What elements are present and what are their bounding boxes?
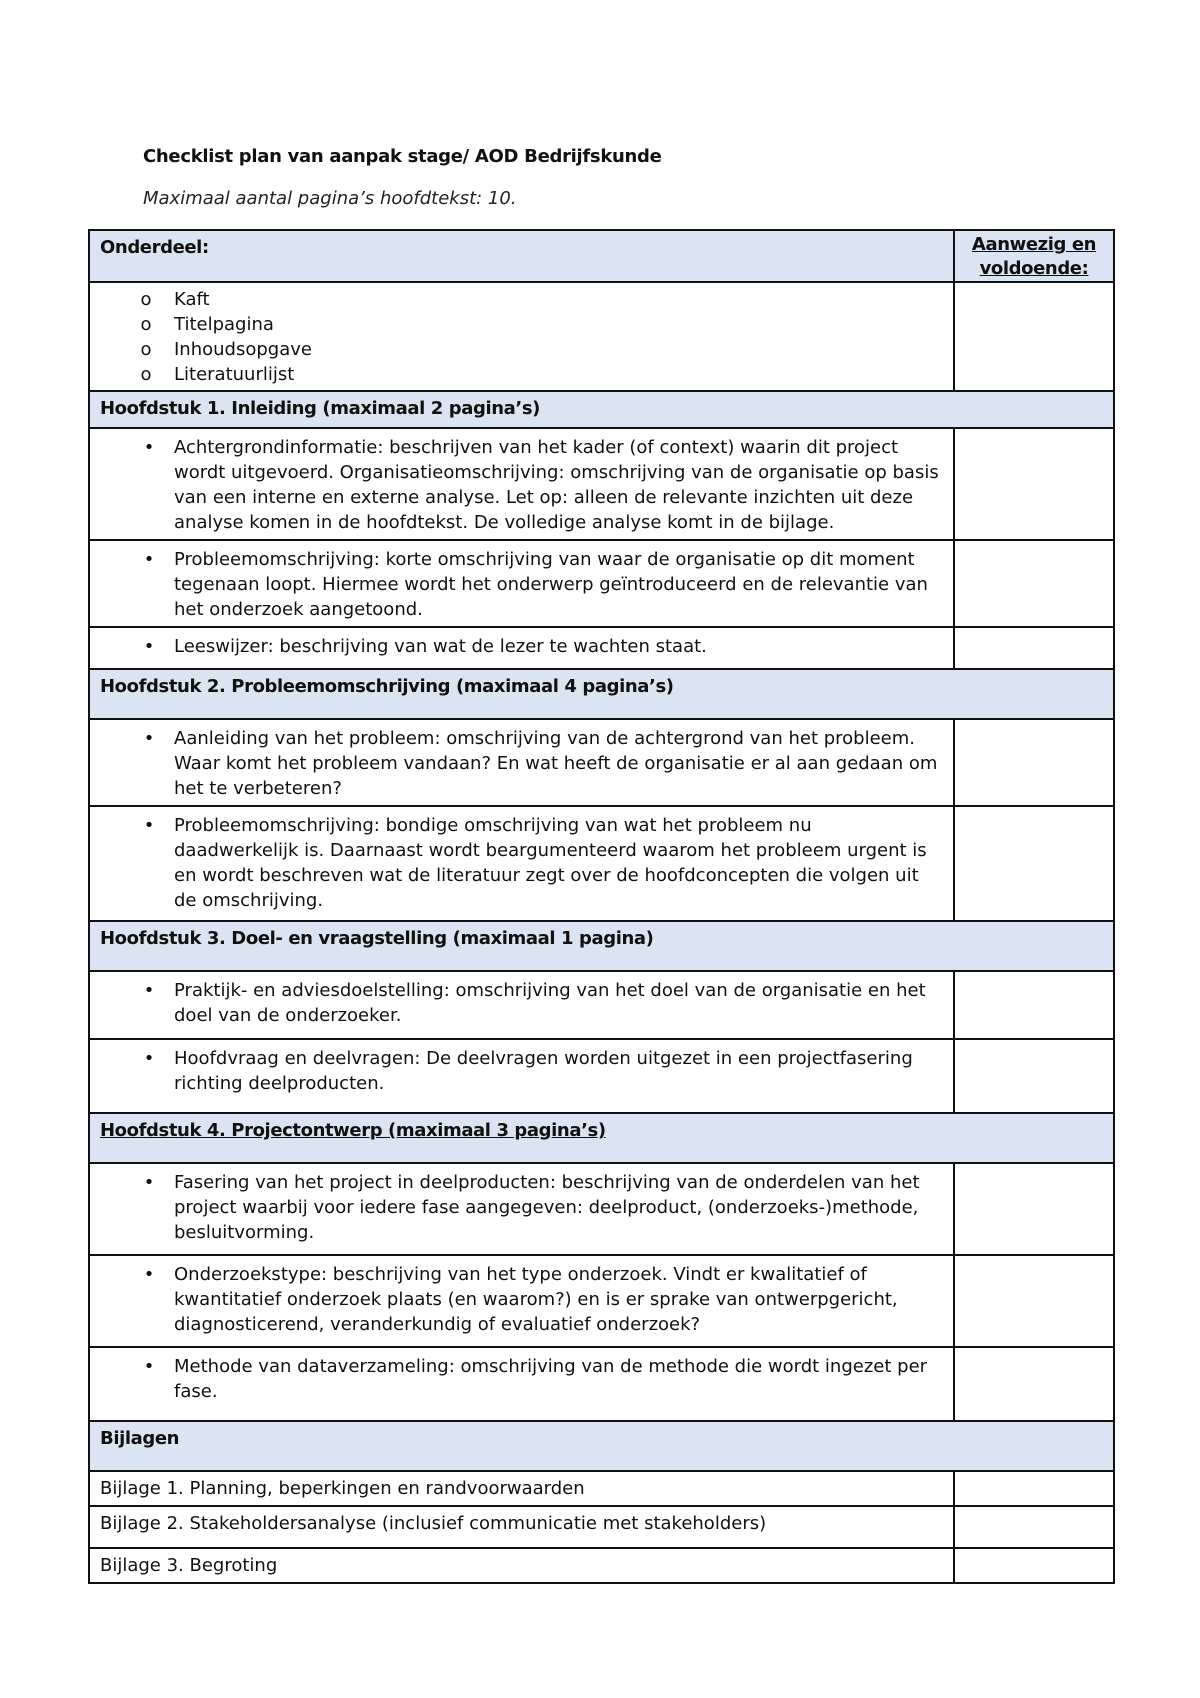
- intro-list: [90, 283, 953, 390]
- table-row: [89, 1255, 1114, 1347]
- table-row: [89, 1471, 1114, 1506]
- list-item: • Praktijk- en adviesdoelstelling: omschrijving van het doel van de organisatie en het doel van de onderzoeker.: [90, 972, 953, 1032]
- list-item: o Literatuurlijst: [90, 362, 953, 387]
- bullet-icon: •: [143, 1048, 155, 1069]
- section-heading: Hoofdstuk 2. Probleemomschrijving (maximaal 4 pagina’s): [100, 676, 674, 697]
- table-row: [89, 1506, 1114, 1548]
- bullet-icon: •: [143, 1356, 155, 1377]
- list-item: • Leeswijzer: beschrijving van wat de lezer te wachten staat.: [90, 628, 953, 663]
- list-item: • Probleemomschrijving: bondige omschrijving van wat het probleem nu daadwerkelijk is. Daarnaast wordt beargumenteerd waarom het probleem urgent is en wordt beschreven wat de literatuur zegt over de hoofdconcepten die volgen uit de omschrijving.: [90, 807, 953, 917]
- section-header-row: [89, 669, 1114, 719]
- list-item: o Titelpagina: [90, 312, 953, 337]
- checkbox-cell[interactable]: [954, 1471, 1114, 1506]
- checkbox-cell[interactable]: [954, 540, 1114, 627]
- list-item: o Inhoudsopgave: [90, 337, 953, 362]
- list-item: • Onderzoekstype: beschrijving van het type onderzoek. Vindt er kwalitatief of kwantitatief onderzoek plaats (en waarom?) en is er sprake van ontwerpgericht, diagnosticerend, veranderkundig of evaluatief onderzoek?: [90, 1256, 953, 1341]
- document-subtitle: Maximaal aantal pagina’s hoofdtekst: 10.: [143, 188, 517, 209]
- list-item: o Kaft: [90, 287, 953, 312]
- table-row: [89, 1548, 1114, 1583]
- table-row: [89, 719, 1114, 806]
- bullet-icon: •: [143, 437, 155, 458]
- checkbox-cell[interactable]: [954, 971, 1114, 1039]
- checkbox-cell[interactable]: [954, 282, 1114, 391]
- circle-bullet-icon: o: [140, 314, 152, 335]
- list-item: • Hoofdvraag en deelvragen: De deelvragen worden uitgezet in een projectfasering richting deelproducten.: [90, 1040, 953, 1100]
- checkbox-cell[interactable]: [954, 1506, 1114, 1548]
- bullet-icon: •: [143, 636, 155, 657]
- table-row: [89, 627, 1114, 669]
- checkbox-cell[interactable]: [954, 1039, 1114, 1113]
- list-item: • Achtergrondinformatie: beschrijven van het kader (of context) waarin dit project wordt uitgevoerd. Organisatieomschrijving: omschrijving van de organisatie op basis van een interne en externe analyse. Let op: alleen de relevante inzichten uit deze analyse komen in de hoofdtekst. De volledige analyse komt in de bijlage.: [90, 429, 953, 539]
- section-header-row: [89, 1113, 1114, 1163]
- bullet-icon: •: [143, 815, 155, 836]
- bullet-icon: •: [143, 980, 155, 1001]
- checkbox-cell[interactable]: [954, 1255, 1114, 1347]
- section-heading: Bijlagen: [100, 1428, 180, 1449]
- bullet-icon: •: [143, 549, 155, 570]
- checkbox-cell[interactable]: [954, 1347, 1114, 1421]
- appendix-item: Bijlage 1. Planning, beperkingen en randvoorwaarden: [100, 1478, 585, 1499]
- section-header-row: [89, 391, 1114, 428]
- col-onderdeel-header: Onderdeel:: [100, 237, 209, 258]
- bullet-icon: •: [143, 1264, 155, 1285]
- section-heading: Hoofdstuk 1. Inleiding (maximaal 2 pagina’s): [100, 398, 541, 419]
- circle-bullet-icon: o: [140, 364, 152, 385]
- col-aanwezig-header: Aanwezig en voldoende:: [971, 234, 1097, 279]
- list-item: • Aanleiding van het probleem: omschrijving van de achtergrond van het probleem. Waar komt het probleem vandaan? En wat heeft de organisatie er al aan gedaan om het te verbeteren?: [90, 720, 953, 805]
- table-row: [89, 971, 1114, 1039]
- checkbox-cell[interactable]: [954, 428, 1114, 540]
- list-item: • Probleemomschrijving: korte omschrijving van waar de organisatie op dit moment tegenaan loopt. Hiermee wordt het onderwerp geïntroduceerd en de relevantie van het onderzoek aangetoond.: [90, 541, 953, 626]
- section-header-row: [89, 921, 1114, 971]
- checkbox-cell[interactable]: [954, 1548, 1114, 1583]
- table-row: [89, 1163, 1114, 1255]
- table-row: [89, 1347, 1114, 1421]
- checkbox-cell[interactable]: [954, 806, 1114, 921]
- table-row-intro: [89, 282, 1114, 391]
- bullet-icon: •: [143, 1172, 155, 1193]
- table-row: [89, 540, 1114, 627]
- circle-bullet-icon: o: [140, 289, 152, 310]
- checkbox-cell[interactable]: [954, 627, 1114, 669]
- section-header-row: [89, 1421, 1114, 1471]
- list-item: • Fasering van het project in deelproducten: beschrijving van de onderdelen van het project waarbij voor iedere fase aangegeven: deelproduct, (onderzoeks-)methode, besluitvorming.: [90, 1164, 953, 1249]
- section-heading: Hoofdstuk 4. Projectontwerp (maximaal 3 pagina’s): [100, 1120, 606, 1141]
- list-item: • Methode van dataverzameling: omschrijving van de methode die wordt ingezet per fase.: [90, 1348, 953, 1408]
- checkbox-cell[interactable]: [954, 1163, 1114, 1255]
- circle-bullet-icon: o: [140, 339, 152, 360]
- checklist-table: [88, 229, 1115, 1584]
- table-row: [89, 428, 1114, 540]
- checkbox-cell[interactable]: [954, 719, 1114, 806]
- bullet-icon: •: [143, 728, 155, 749]
- appendix-item: Bijlage 2. Stakeholdersanalyse (inclusief communicatie met stakeholders): [100, 1513, 767, 1534]
- table-row: [89, 806, 1114, 921]
- section-heading: Hoofdstuk 3. Doel- en vraagstelling (maximaal 1 pagina): [100, 928, 654, 949]
- table-row: [89, 1039, 1114, 1113]
- appendix-item: Bijlage 3. Begroting: [100, 1555, 278, 1576]
- document-title: Checklist plan van aanpak stage/ AOD Bedrijfskunde: [143, 146, 662, 167]
- table-header-row: [89, 230, 1114, 282]
